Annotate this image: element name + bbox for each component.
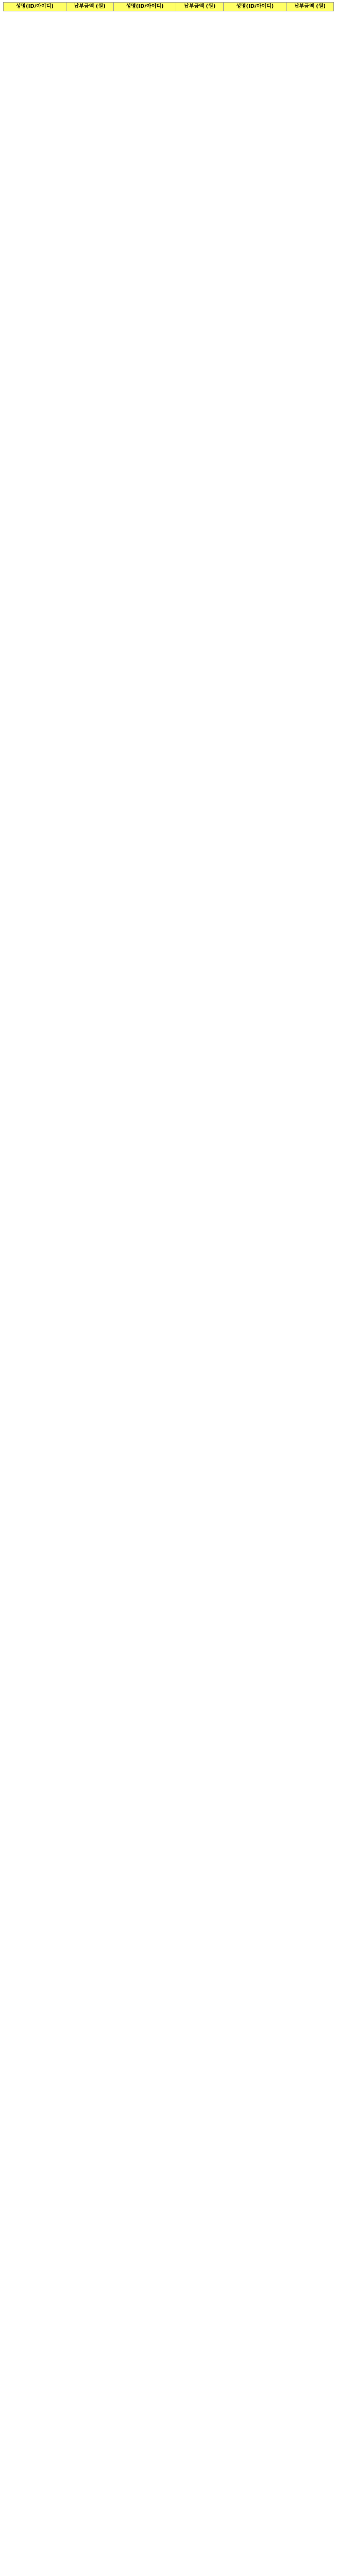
header-row (4, 3, 334, 11)
name-column-header-1: 성명(ID/아이디) (4, 3, 66, 11)
amount-column-header-1: 납부금액 (원) (66, 3, 113, 11)
name-column-header-3: 성명(ID/아이디) (224, 3, 287, 11)
name-column-header-2: 성명(ID/아이디) (113, 3, 176, 11)
amount-column-header-3: 납부금액 (원) (287, 3, 334, 11)
donor-list-sheet (0, 0, 337, 13)
donor-table (3, 2, 334, 11)
amount-column-header-2: 납부금액 (원) (176, 3, 224, 11)
